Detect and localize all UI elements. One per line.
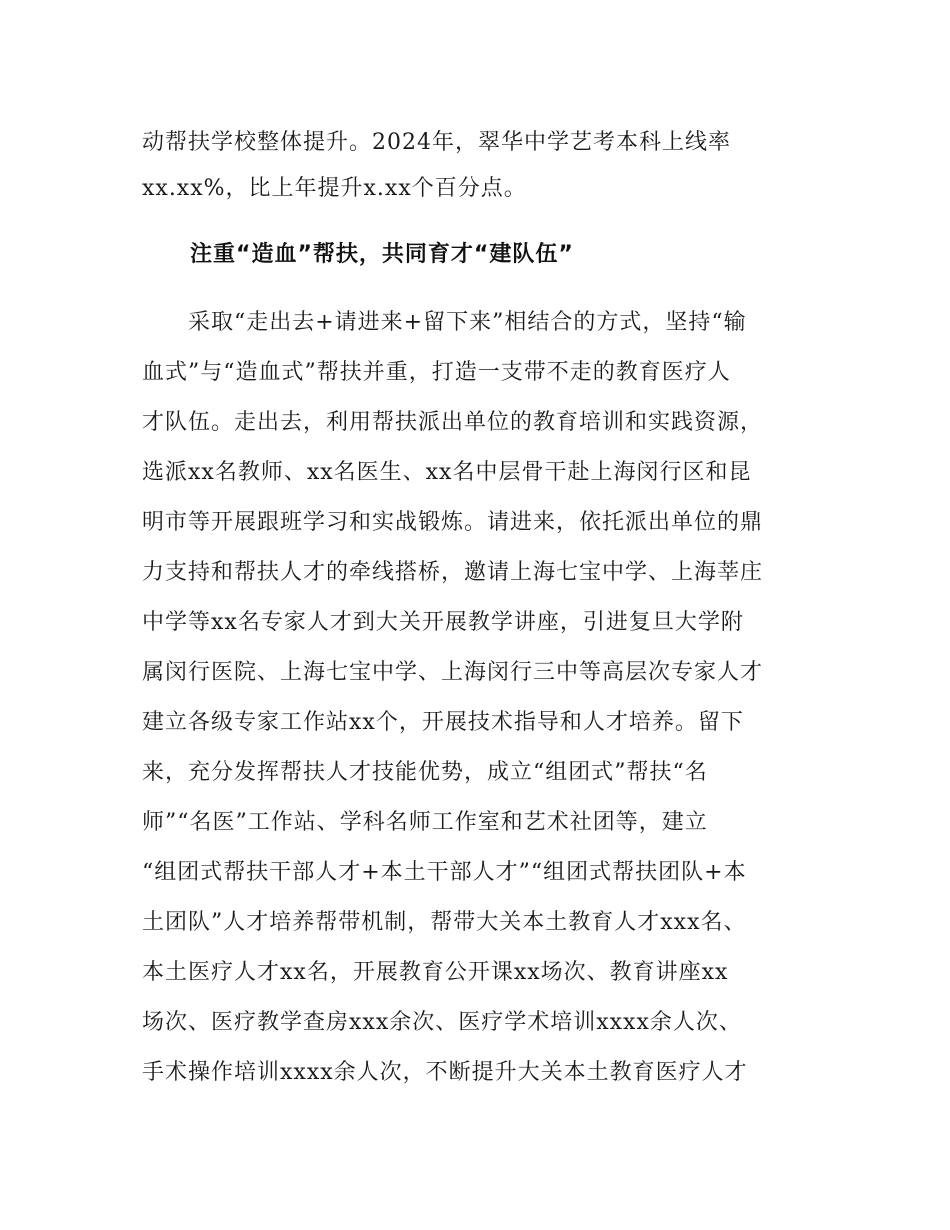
body-line-9: 建立各级专家工作站xx个，开展技术指导和人才培养。留下: [142, 710, 744, 735]
body-line-5: 明市等开展跟班学习和实战锻炼。请进来，依托派出单位的鼎: [142, 510, 764, 535]
body-line-6: 力支持和帮扶人才的牵线搭桥，邀请上海七宝中学、上海莘庄: [142, 560, 764, 585]
body-line-11: 师”“名医”工作站、学科名师工作室和艺术社团等，建立: [142, 810, 708, 835]
intro-line-2: xx.xx%，比上年提升x.xx个百分点。: [142, 176, 527, 201]
section-heading: 注重“造血”帮扶，共同育才“建队伍”: [190, 242, 574, 267]
body-line-12: “组团式帮扶干部人才+本土干部人才”“组团式帮扶团队+本: [142, 860, 747, 885]
body-line-2: 血式”与“造血式”帮扶并重，打造一支带不走的教育医疗人: [142, 360, 731, 385]
body-line-16: 手术操作培训xxxx余人次，不断提升大关本土教育医疗人才: [142, 1060, 748, 1085]
body-line-1: 采取“走出去+请进来+留下来”相结合的方式，坚持“输: [142, 310, 747, 335]
intro-line-1: 动帮扶学校整体提升。2024年，翠华中学艺考本科上线率: [142, 130, 731, 155]
body-line-8: 属闵行医院、上海七宝中学、上海闵行三中等高层次专家人才: [142, 660, 764, 685]
body-line-13: 土团队”人才培养帮带机制，帮带大关本土教育人才xxx名、: [142, 910, 747, 935]
body-line-3: 才队伍。走出去，利用帮扶派出单位的教育培训和实践资源，: [142, 410, 764, 435]
body-line-4: 选派xx名教师、xx名医生、xx名中层骨干赴上海闵行区和昆: [142, 460, 752, 485]
body-line-10: 来，充分发挥帮扶人才技能优势，成立“组团式”帮扶“名: [142, 760, 708, 785]
body-line-14: 本土医疗人才xx名，开展教育公开课xx场次、教育讲座xx: [142, 960, 729, 985]
body-line-7: 中学等xx名专家人才到大关开展教学讲座，引进复旦大学附: [142, 610, 744, 635]
body-line-15: 场次、医疗教学查房xxx余次、医疗学术培训xxxx余人次、: [142, 1010, 742, 1035]
